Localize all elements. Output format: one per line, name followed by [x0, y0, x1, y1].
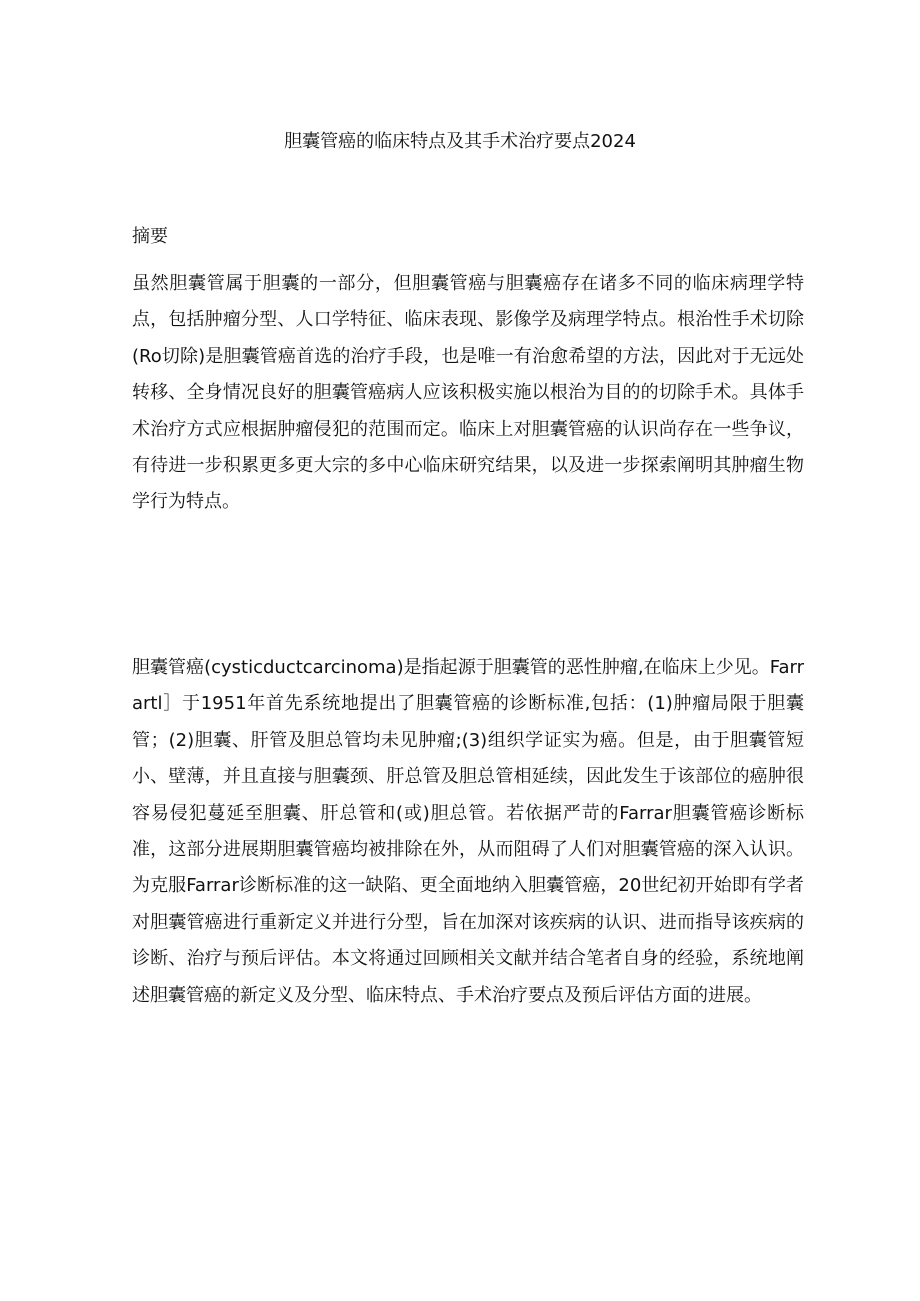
abstract-heading: 摘要 [132, 226, 168, 247]
body-paragraph: 胆囊管癌(cysticductcarcinoma)是指起源于胆囊管的恶性肿瘤,在临床上少见。Farrartl］于1951年首先系统地提出了胆囊管癌的诊断标准,包括：(1)肿瘤局限于胆囊管；(2)胆囊、肝管及胆总管均未见肿瘤;(3)组织学证实为癌。但是，由于胆囊管短小、壁薄，并且直接与胆囊颈、肝总管及胆总管相延续，因此发生于该部位的癌肿很容易侵犯蔓延至胆囊、肝总管和(或)胆总管。若依据严苛的Farrar胆囊管癌诊断标准，这部分进展期胆囊管癌均被排除在外，从而阻碍了人们对胆囊管癌的深入认识。为克服Farrar诊断标准的这一缺陷、更全面地纳入胆囊管癌，20世纪初开始即有学者对胆囊管癌进行重新定义并进行分型，旨在加深对该疾病的认识、进而指导该疾病的诊断、治疗与预后评估。本文将通过回顾相关文献并结合笔者自身的经验，系统地阐述胆囊管癌的新定义及分型、临床特点、手术治疗要点及预后评估方面的进展。 [132, 657, 804, 1006]
document-title: 胆囊管癌的临床特点及其手术治疗要点2024 [284, 131, 636, 152]
abstract-paragraph: 虽然胆囊管属于胆囊的一部分，但胆囊管癌与胆囊癌存在诸多不同的临床病理学特点，包括肿瘤分型、人口学特征、临床表现、影像学及病理学特点。根治性手术切除(Ro切除)是胆囊管癌首选的治疗手段，也是唯一有治愈希望的方法，因此对于无远处转移、全身情况良好的胆囊管癌病人应该积极实施以根治为目的的切除手术。具体手术治疗方式应根据肿瘤侵犯的范围而定。临床上对胆囊管癌的认识尚存在一些争议，有待进一步积累更多更大宗的多中心临床研究结果，以及进一步探索阐明其肿瘤生物学行为特点。 [132, 273, 804, 513]
